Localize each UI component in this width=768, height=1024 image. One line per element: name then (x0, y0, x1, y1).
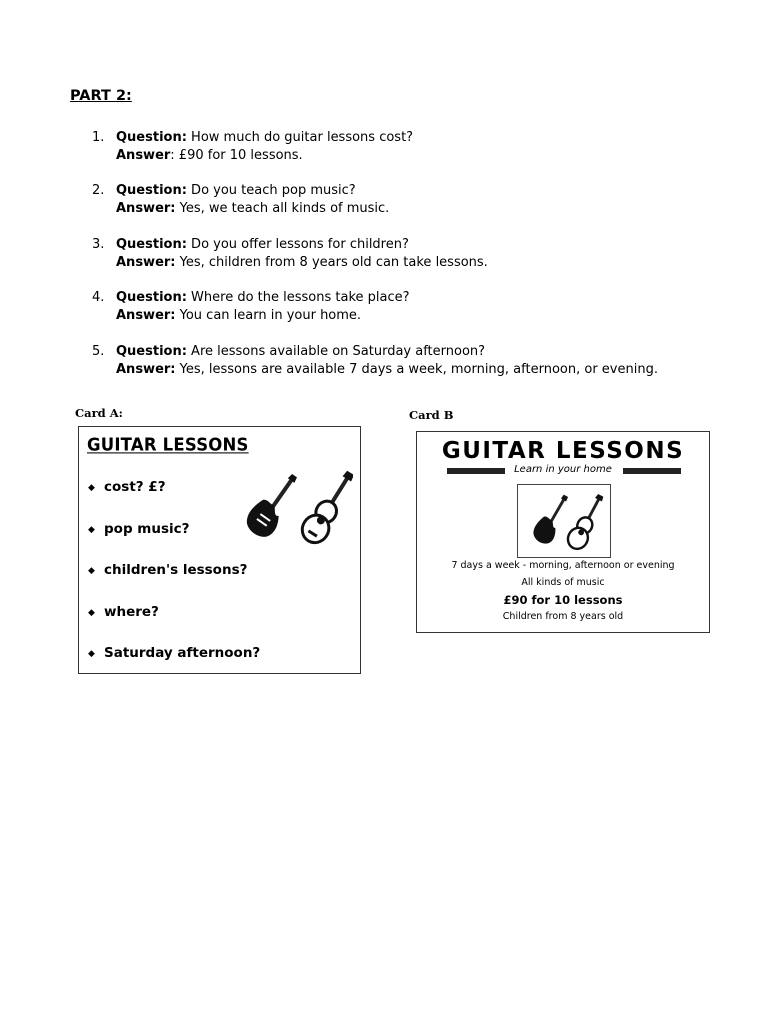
qa-list (92, 129, 732, 396)
card-b-title: GUITAR LESSONS (441, 438, 685, 464)
answer-label: Answer (116, 148, 171, 163)
diamond-bullet-icon: ◆ (88, 524, 95, 535)
answer-text: Yes, we teach all kinds of music. (175, 201, 390, 217)
qa-item (92, 236, 732, 289)
answer-text: Yes, lessons are available 7 days a week, morning, afternoon, or evening. (175, 361, 658, 377)
question-label: Question: (116, 130, 187, 145)
question-text: Where do the lessons take place? (186, 290, 410, 306)
question-text: Do you teach pop music? (186, 183, 356, 199)
diamond-bullet-icon: ◆ (88, 649, 95, 659)
question-label: Question: (116, 236, 187, 252)
guitars-illustration-icon (243, 469, 353, 559)
answer-text: Yes, children from 8 years old can take lessons. (175, 254, 488, 270)
card-a-label: Card A: (75, 406, 123, 420)
diamond-bullet-icon: ◆ (88, 483, 95, 493)
card-b-schedule: 7 days a week - morning, afternoon or evening (451, 560, 675, 571)
answer-text: : £90 for 10 lessons. (170, 148, 303, 163)
card-b-children: Children from 8 years old (502, 611, 624, 622)
question-text: How much do guitar lessons cost? (186, 130, 414, 145)
qa-number: 1. (92, 130, 105, 145)
answer-label: Answer: (116, 201, 176, 217)
answer-label: Answer: (116, 308, 176, 324)
card-a-title: GUITAR LESSONS (87, 434, 249, 455)
diamond-bullet-icon: ◆ (88, 566, 95, 576)
card-b-label: Card B (409, 408, 454, 422)
card-b-picture-frame (517, 484, 611, 558)
question-label: Question: (116, 343, 187, 359)
card-a-bullet: ◆ pop music? (88, 520, 190, 537)
card-a-bullet-list (88, 479, 260, 687)
part-title: PART 2: (70, 88, 132, 104)
qa-number: 5. (92, 343, 105, 359)
guitars-illustration-icon (518, 485, 610, 557)
qa-item (92, 343, 732, 396)
qa-item (92, 129, 732, 182)
qa-number: 3. (92, 236, 105, 252)
card-a-bullet: ◆ Saturday afternoon? (88, 645, 261, 661)
question-label: Question: (116, 290, 187, 306)
qa-number: 4. (92, 290, 105, 306)
qa-number: 2. (92, 183, 105, 199)
diamond-bullet-icon: ◆ (88, 607, 95, 618)
answer-label: Answer: (116, 361, 176, 377)
question-text: Are lessons available on Saturday afternoon? (186, 343, 486, 359)
card-b-subtitle: Learn in your home (514, 464, 612, 475)
qa-item (92, 289, 732, 342)
card-a-bullet: ◆ where? (88, 603, 159, 620)
question-text: Do you offer lessons for children? (186, 236, 409, 252)
card-a (78, 426, 361, 674)
card-a-bullet: ◆ cost? £? (88, 479, 166, 495)
answer-text: You can learn in your home. (175, 308, 362, 324)
card-b-music: All kinds of music (521, 577, 605, 588)
card-b (416, 431, 710, 633)
card-a-bullet: ◆ children's lessons? (88, 562, 248, 578)
qa-item (92, 182, 732, 235)
answer-label: Answer: (116, 254, 176, 270)
question-label: Question: (116, 183, 187, 199)
card-b-price: £90 for 10 lessons (503, 593, 623, 607)
